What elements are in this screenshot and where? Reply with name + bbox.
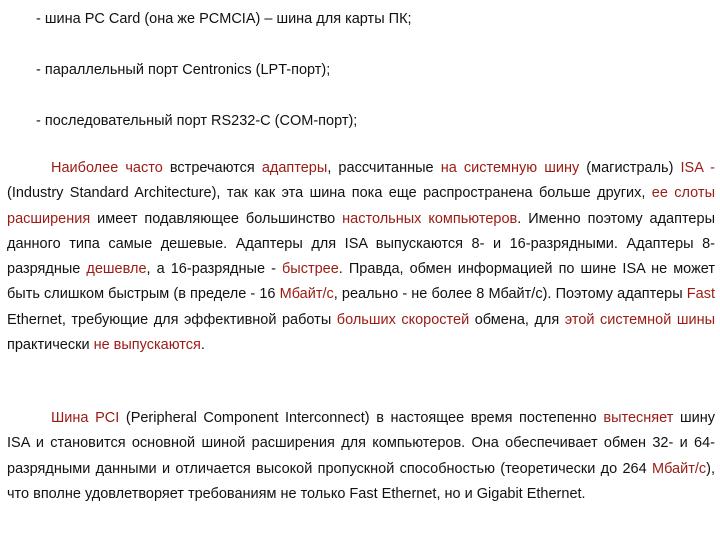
text-run: обмена, для xyxy=(469,311,565,328)
bullet-lpt-port: - параллельный порт Centronics (LPT-порт); xyxy=(36,62,331,78)
text-run: , реально - не более 8 Мбайт/с). Поэтому адаптеры xyxy=(333,286,687,303)
text-run: , рассчитанные xyxy=(327,160,441,176)
highlighted-term: на системную шину xyxy=(440,160,580,176)
highlighted-term: не выпускаются xyxy=(93,337,201,354)
paragraph-pci-bus xyxy=(7,406,715,507)
bullet-com-port: - последовательный порт RS232-C (COM-порт); xyxy=(36,113,358,129)
text-run: практически xyxy=(7,337,94,354)
text-run: (Industry Standard Architecture), так как эта шина пока еще распространена больше других, xyxy=(7,185,652,202)
highlighted-term: ISA - xyxy=(680,160,716,176)
highlighted-term: дешевле xyxy=(86,261,147,278)
highlighted-term: Шина PCI xyxy=(51,410,120,426)
text-run: имеет подавляющее большинство xyxy=(90,210,343,227)
highlighted-term: настольных компьютеров xyxy=(342,210,518,227)
text-run: шину ISA и становится основной шиной расширения для компьютеров. Она обеспечивает обмен 32- и 64-разрядными данными и отличается высокой пропускной способностью (теоретически до 264 xyxy=(7,410,715,477)
text-run: , а 16-разрядные - xyxy=(146,261,282,278)
highlighted-term: адаптеры xyxy=(261,160,328,176)
text-run: Ethernet, требующие для эффективной работы xyxy=(7,311,337,328)
highlighted-term: быстрее xyxy=(281,261,339,278)
text-run: (магистраль) xyxy=(579,160,681,176)
highlighted-term: больших скоростей xyxy=(336,311,470,328)
paragraph-isa-bus xyxy=(7,156,715,358)
text-run: . Именно поэтому адаптеры данного типа самые дешевые. Адаптеры для ISA выпускаются 8- и 16-разрядными. Адаптеры 8-разрядные xyxy=(7,210,715,278)
highlighted-term: вытесняет xyxy=(603,410,674,426)
highlighted-term: Наиболее часто xyxy=(51,160,163,176)
highlighted-term: Мбайт/с xyxy=(652,460,707,477)
highlighted-term: Fast xyxy=(686,286,715,303)
highlighted-term: этой системной шины xyxy=(564,311,715,328)
text-run: встречаются xyxy=(162,160,262,176)
text-run: ), что вполне удовлетворяет требованиям не только Fast Ethernet, но и Gigabit Ethernet. xyxy=(7,460,715,502)
text-run: . Правда, обмен информацией по шине ISA не может быть слишком быстрым (в пределе - 16 xyxy=(7,261,715,303)
text-run: . xyxy=(200,337,205,354)
text-run: (Peripheral Component Interconnect) в настоящее время постепенно xyxy=(119,410,604,426)
bullet-pc-card: - шина PC Card (она же PCMCIA) – шина для карты ПК; xyxy=(36,11,412,27)
highlighted-term: ее слоты расширения xyxy=(7,185,715,227)
highlighted-term: Мбайт/с xyxy=(279,286,334,303)
